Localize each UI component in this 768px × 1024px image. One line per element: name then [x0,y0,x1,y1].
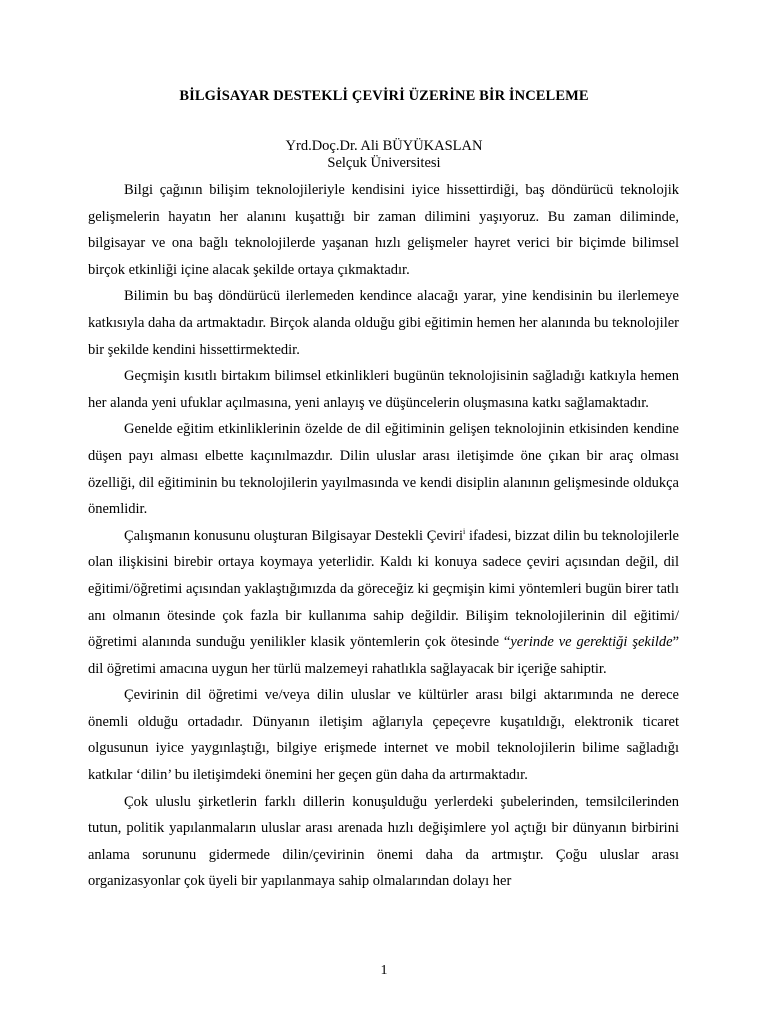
paragraph-5-italic-quote: yerinde ve gerektiği şekilde [510,634,673,651]
author-name: Yrd.Doç.Dr. Ali BÜYÜKASLAN [285,138,483,154]
paragraph-7: Çok uluslu şirketlerin farklı dillerin konuşulduğu yerlerdeki şubelerinden, temsilcilerinden tutun, politik yapılanmaların uluslar arası arenada hızlı değişimlere yol açtığı bir dünyanın birbirini anlama sorununu gidermede dilin/çevirinin önemi daha da artmıştır. Çoğu uluslar arası organizasyonlar çok üyeli bir yapılanmaya sahip olmalarından dolayı her [88,793,679,890]
paragraph-6: Çevirinin dil öğretimi ve/veya dilin uluslar ve kültürler arası bilgi aktarımında ne derece önemli olduğu ortadadır. Dünyanın iletişim ağlarıyla çepeçevre kuşatıldığı, elektronik ticaret olgusunun iyice yaygınlaştığı, bilgiye erişmede internet ve mobil teknolojilerin bilime sağladığı katkılar ‘dilin’ bu iletişimdeki önemini her geçen gün daha da artırmaktadır. [88,687,679,784]
document-title: BİLGİSAYAR DESTEKLİ ÇEVİRİ ÜZERİNE BİR İNCELEME [179,88,589,104]
body-text [88,177,679,895]
paragraph-5 [88,523,679,683]
author-affiliation: Selçuk Üniversitesi [327,155,441,171]
paragraph-5-part-2: ifadesi, bizzat dilin bu teknolojilerle olan ilişkisini birebir ortaya koymaya yeterlidir. Kaldı ki konuya sadece çeviri açısından değil, dil eğitimi/öğretimi açısından yaklaştığımızda da göreceğiz ki geçmişin kimi yöntemleri bugün birer tatlı anı olmanın ötesinde çok fazla bir kullanıma sahip değildir. Bilişim teknolojilerinin dil eğitimi/öğretimi alanında sunduğu yenilikler klasik yöntemlerin çok ötesinde “ [88,527,679,651]
paragraph-4: Genelde eğitim etkinliklerinin özelde de dil eğitiminin gelişen teknolojinin etkisinden kendine düşen payı alması elbette kaçınılmazdır. Dilin uluslar arası iletişimde öne çıkan bir araç olması özelliği, dil eğitiminin bu teknolojilerin yayılmasında ve kendi disiplin alanının gelişmesinde oldukça önemlidir. [88,421,679,518]
paragraph-5-part-3: ” dil öğretimi amacına uygun her türlü malzemeyi rahatlıkla sağlayacak bir içeriğe sahiptir. [88,634,680,677]
paragraph-1: Bilgi çağının bilişim teknolojileriyle kendisini iyice hissettirdiği, baş döndürücü teknolojik gelişmelerin hayatın her alanını kuşattığı bir zaman dilimini yaşıyoruz. Bu zaman diliminde, bilgisayar ve ona bağlı teknolojilerde yaşanan hızlı gelişmeler hayret verici bir biçimde bilimsel birçok etkinliği içine alacak şekilde ortaya çıkmaktadır. [88,182,679,278]
paragraph-3: Geçmişin kısıtlı birtakım bilimsel etkinlikleri bugünün teknolojisinin sağladığı katkıyla hemen her alanda yeni ufuklar açılmasına, yeni anlayış ve düşüncelerin oluşmasına katkı sağlamaktadır. [88,368,679,411]
footnote-mark: i [463,526,466,536]
author-block [0,138,768,172]
page-number: 1 [380,963,388,978]
paragraph-5-part-1: Çalışmanın konusunu oluşturan Bilgisayar Destekli Çeviri [124,527,464,544]
paragraph-2: Bilimin bu baş döndürücü ilerlemeden kendince alacağı yarar, yine kendisinin bu ilerlemeye katkısıyla daha da artmaktadır. Birçok alanda olduğu gibi eğitimin hemen her alanında bu teknolojiler bir şekilde kendini hissettirmektedir. [88,288,679,358]
